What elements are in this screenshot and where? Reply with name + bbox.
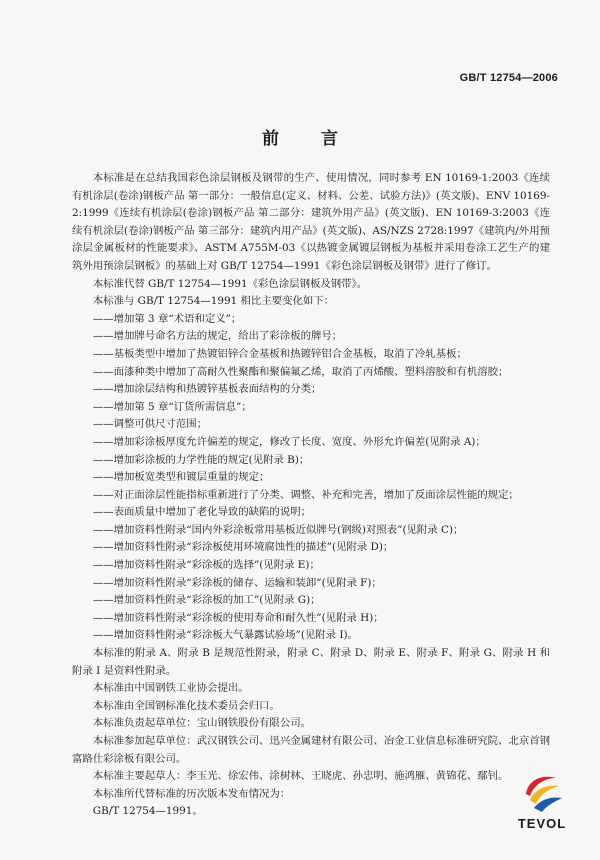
change-item: ——增加牌号命名方法的规定，给出了彩涂板的牌号； [92, 330, 343, 343]
change-item: ——增加资料性附录“彩涂板使用环境腐蚀性的描述”(见附录 D)； [92, 541, 394, 554]
change-item: ——增加资料性附录“国内外彩涂板常用基板近似牌号(钢级)对照表”(见附录 C)； [92, 523, 464, 536]
tevol-logo-icon [520, 770, 564, 814]
change-item: ——增加第 5 章“订货所需信息”； [92, 400, 252, 413]
change-item: ——增加资料性附录“彩涂板的加工”(见附录 G)； [92, 594, 321, 607]
change-item: ——调整可供尺寸范围； [92, 418, 208, 431]
change-item: ——增加彩涂板的力学性能的规定(见附录 B)； [92, 453, 310, 466]
page-title: 前 言 [262, 129, 356, 149]
intro-paragraph: 本标准是在总结我国彩色涂层钢板及钢带的生产、使用情况，同时参考 EN 10169-1:2003《连续有机涂层(卷涂)钢板产品 第一部分：一般信息(定义、材料、公差、试验方法)》(英文版)、ENV 10169-2:1999《连续有机涂层(卷涂)钢板产品 第二部分：建筑外用产品》(英文版)、EN 10169-3:2003《连续有机涂层(卷涂)钢板产品 第三部分：建筑内用产品》(英文版)、AS/NZS 2728:1997《建筑内/外用预涂层金属板材的性能要求》、ASTM A755M-03《以热镀金属镀层钢板为基板并采用卷涂工艺生产的建筑外用预涂层钢板》的基础上对 GB/T 12754—1991《彩色涂层钢板及钢带》进行了修订。 [72, 172, 550, 272]
change-item: ——增加板宽类型和镀层重量的规定； [92, 471, 270, 484]
standard-number: GB/T 12754—2006 [459, 72, 558, 84]
change-item: ——增加资料性附录“彩涂板的选择”(见附录 E)； [92, 559, 320, 572]
closing-paragraph: GB/T 12754—1991。 [92, 805, 203, 818]
closing-paragraph: 本标准的附录 A、附录 B 是规范性附录，附录 C、附录 D、附录 E、附录 F、附录 G、附录 H 和附录 I 是资料性附录。 [72, 647, 550, 677]
intro-paragraph: 本标准代替 GB/T 12754—1991《彩色涂层钢板及钢带》。 [92, 277, 368, 290]
change-item: ——增加彩涂板厚度允许偏差的规定，修改了长度、宽度、外形允许偏差(见附录 A)； [92, 435, 486, 448]
closing-paragraph: 本标准负责起草单位：宝山钢铁股份有限公司。 [92, 717, 311, 730]
closing-paragraph: 本标准所代替标准的历次版本发布情况为： [92, 787, 291, 800]
logo-text: TEVOL [517, 816, 567, 831]
closing-paragraph: 本标准参加起草单位：武汉钢铁公司、迅兴金属建材有限公司、冶金工业信息标准研究院、北京首钢富路仕彩涂板有限公司。 [72, 735, 550, 765]
change-item: ——增加资料性附录“彩涂板的使用寿命和耐久性”(见附录 H)； [92, 611, 384, 624]
closing-paragraph: 本标准由中国钢铁工业协会提出。 [92, 682, 249, 695]
change-item: ——增加资料性附录“彩涂板大气暴露试验场”(见附录 I)。 [92, 629, 358, 642]
closing-paragraph: 本标准主要起草人：李玉光、徐宏伟、涂树林、王晓虎、孙忠明、施鸿雁、黄锦花、鄢钊。 [92, 770, 509, 783]
foreword-body [72, 170, 550, 821]
intro-paragraph: 本标准与 GB/T 12754—1991 相比主要变化如下： [92, 295, 335, 308]
change-item: ——增加第 3 章“术语和定义”； [92, 312, 242, 325]
change-item: ——对正面涂层性能指标重新进行了分类、调整、补充和完善，增加了反面涂层性能的规定； [92, 488, 519, 501]
closing-paragraph: 本标准由全国钢标准化技术委员会归口。 [92, 699, 280, 712]
change-item: ——基板类型中增加了热镀铝锌合金基板和热镀锌铝合金基板，取消了冷轧基板； [92, 347, 467, 360]
change-item: ——增加涂层结构和热镀锌基板表面结构的分类； [92, 383, 322, 396]
tevol-logo [512, 770, 572, 840]
change-item: ——增加资料性附录“彩涂板的储存、运输和装卸”(见附录 F)； [92, 576, 382, 589]
change-item: ——表面质量中增加了老化导致的缺陷的说明； [92, 506, 311, 519]
change-item: ——面漆种类中增加了高耐久性聚酯和聚偏氟乙烯，取消了丙烯酸、塑料溶胶和有机溶胶； [92, 365, 509, 378]
